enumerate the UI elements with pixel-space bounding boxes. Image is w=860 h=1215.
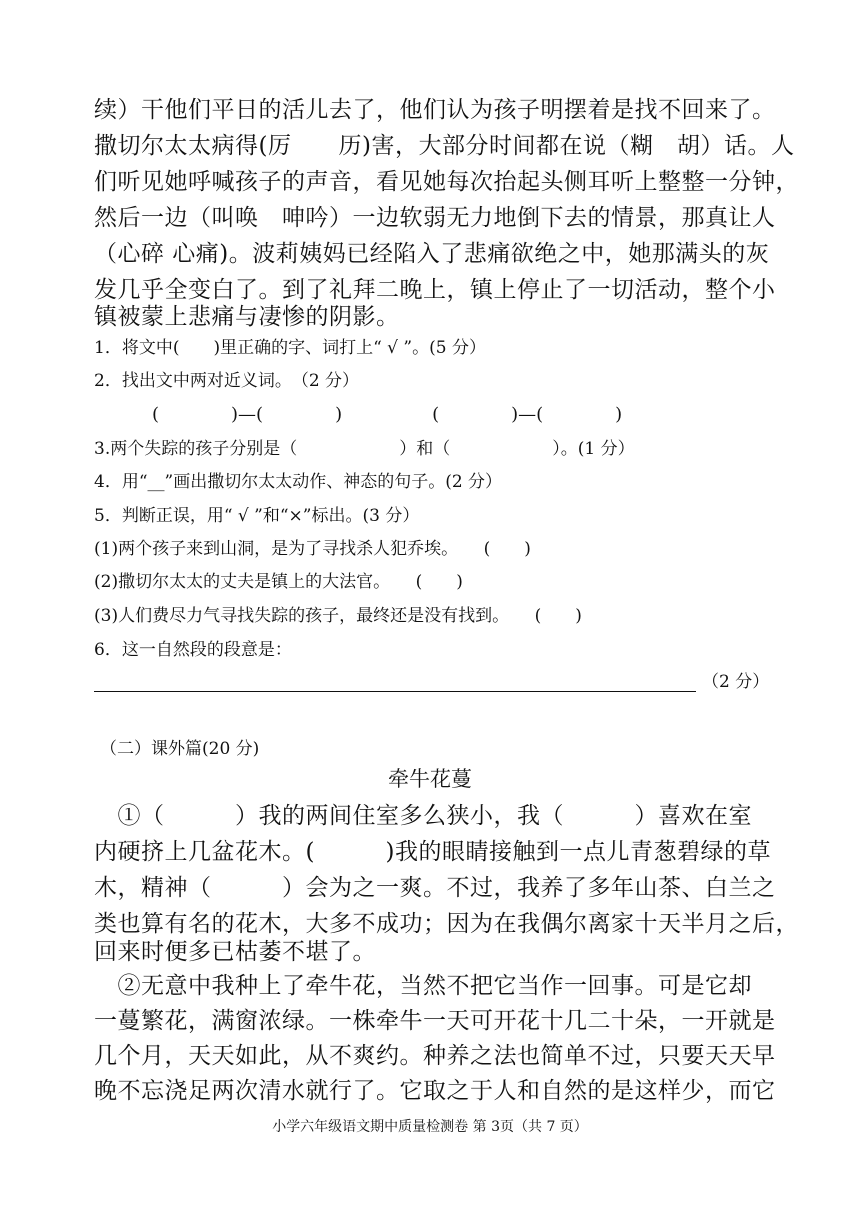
question-6: 6．这一自然段的段意是：: [94, 640, 292, 660]
passage-line: 木，精神（ ）会为之一爽。不过，我养了多年山茶、白兰之: [94, 875, 776, 901]
answer-line: [94, 691, 696, 692]
question-2-blanks: ( )—( ) ( )—( ): [152, 404, 623, 425]
passage-line: 撒切尔太太病得(厉 历)害，大部分时间都在说（糊 胡）话。人: [94, 133, 795, 159]
passage-line: 们听见她呼喊孩子的声音，看见她每次抬起头侧耳听上整整一分钟，: [94, 169, 799, 195]
question-5-item-3: (3)人们费尽力气寻找失踪的孩子，最终还是没有找到。 ( ): [94, 606, 582, 626]
question-2: 2．找出文中两对近义词。 （2 分）: [94, 371, 360, 391]
passage-line: 类也算有名的花木，大多不成功；因为在我偶尔离家十天半月之后，: [94, 911, 799, 937]
passage-line: ①（ ）我的两间住室多么狭小，我（ ）喜欢在室: [94, 803, 752, 829]
passage-line: （心碎 心痛)。波莉姨妈已经陷入了悲痛欲绝之中，她那满头的灰: [94, 241, 770, 267]
passage-line: 镇被蒙上悲痛与凄惨的阴影。: [94, 304, 400, 330]
question-3: 3.两个失踪的孩子分别是（ ）和（ ）。(1 分）: [94, 439, 635, 459]
question-5-item-2: (2)撒切尔太太的丈夫是镇上的大法官。 ( ): [94, 572, 463, 592]
passage-line: 然后一边（叫唤 呻吟）一边软弱无力地倒下去的情景，那真让人: [94, 205, 776, 231]
passage-line: 晚不忘浇足两次清水就行了。它取之于人和自然的是这样少，而它: [94, 1078, 776, 1104]
passage-line: 内硬挤上几盆花木。( )我的眼睛接触到一点儿青葱碧绿的草: [94, 839, 771, 865]
question-5-item-1: (1)两个孩子来到山洞，是为了寻找杀人犯乔埃。 ( ): [94, 539, 531, 559]
question-4: 4．用“__”画出撒切尔太太动作、神态的句子。(2 分）: [94, 472, 503, 492]
passage-line: 发几乎全变白了。到了礼拜二晚上，镇上停止了一切活动，整个小: [94, 277, 776, 303]
question-1: 1．将文中( )里正确的字、词打上“ √ ”。(5 分）: [94, 338, 486, 358]
passage-line: 续）干他们平日的活儿去了，他们认为孩子明摆着是找不回来了。: [94, 97, 776, 123]
passage-line: 几个月，天天如此，从不爽约。种养之法也简单不过，只要天天早: [94, 1043, 776, 1069]
passage-title: 牵牛花蔓: [388, 767, 472, 791]
question-5: 5．判断正误，用“ √ ”和“×”标出。(3 分）: [94, 506, 420, 526]
passage-line: 一蔓繁花，满窗浓绿。一株牵牛一天可开花十几二十朵，一开就是: [94, 1008, 776, 1034]
question-6-score: （2 分）: [702, 672, 770, 692]
section-heading: （二）课外篇(20 分): [100, 739, 260, 759]
passage-line: ②无意中我种上了牵牛花，当然不把它当作一回事。可是它却: [94, 973, 752, 999]
passage-line: 回来时便多已枯萎不堪了。: [94, 939, 376, 965]
page-footer: 小学六年级语文期中质量检测卷 第 3页（共 7 页）: [272, 1119, 588, 1135]
